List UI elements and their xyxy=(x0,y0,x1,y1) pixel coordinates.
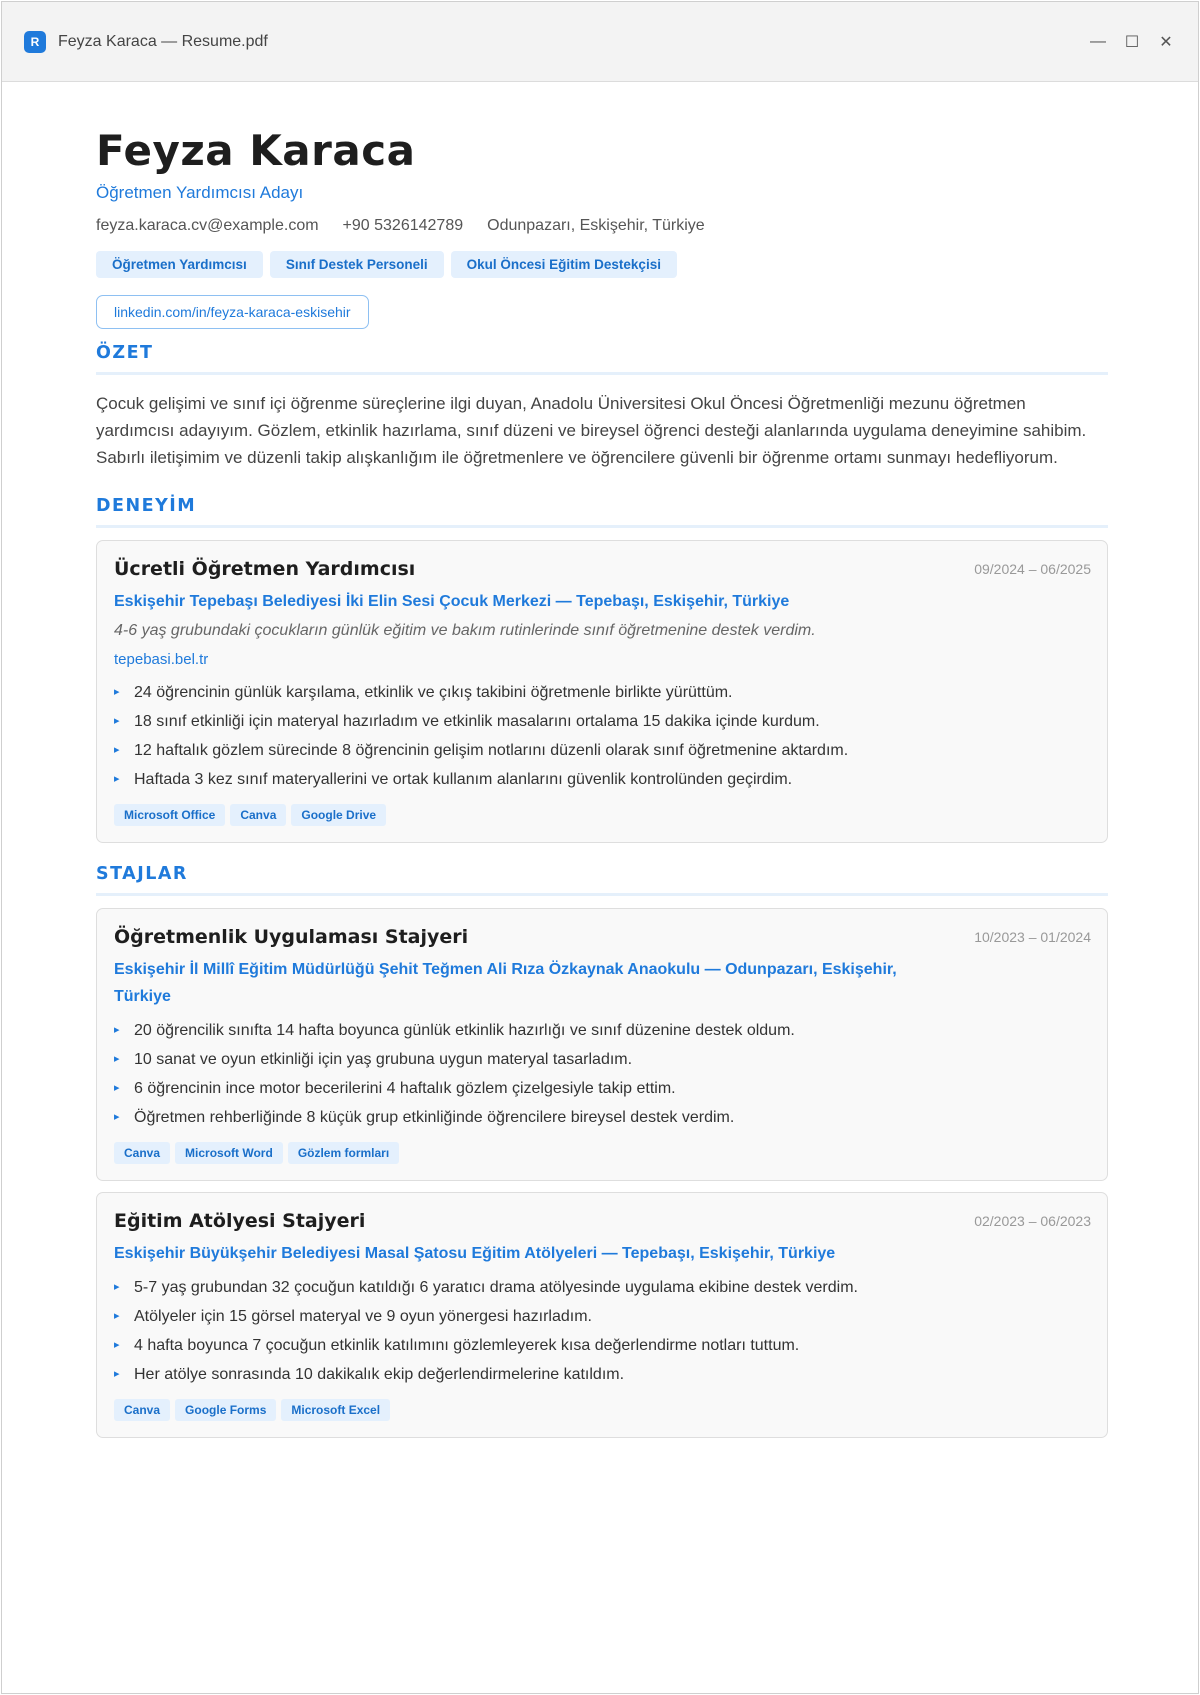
bullet-item: ▸ Atölyeler için 15 görsel materyal ve 9 oyun yönergesi hazırladım. xyxy=(114,1302,1090,1331)
skill-tag: Microsoft Word xyxy=(175,1142,283,1164)
skill-tag: Canva xyxy=(114,1142,170,1164)
job-bullets xyxy=(114,678,1090,794)
document-window xyxy=(1,1,1199,1694)
internship-title: Öğretmenlik Uygulaması Stajyeri xyxy=(114,926,469,948)
bullet-item: ▸ Her atölye sonrasında 10 dakikalık ekip değerlendirmelerine katıldım. xyxy=(114,1360,1090,1389)
internship-organization: Eskişehir İl Millî Eğitim Müdürlüğü Şehit Teğmen Ali Rıza Özkaynak Anaokulu — Odunpazarı, Eskişehir, Türkiye xyxy=(114,961,897,1005)
skill-tag: Gözlem formları xyxy=(288,1142,399,1164)
maximize-icon[interactable]: ☐ xyxy=(1124,33,1140,51)
summary-heading: ÖZET xyxy=(96,343,1108,375)
bullet-item: ▸ 6 öğrencinin ince motor becerilerini 4 haftalık gözlem çizelgesiyle takip ettim. xyxy=(114,1074,1090,1103)
skill-tags xyxy=(114,1399,1090,1421)
bullet-item: ▸ 12 haftalık gözlem sürecinde 8 öğrencinin gelişim notlarını düzenli olarak sınıf öğretmenine aktardım. xyxy=(114,736,1090,765)
app-icon: R xyxy=(24,31,46,53)
bullet-item: ▸ 4 hafta boyunca 7 çocuğun etkinlik katılımını gözlemleyerek kısa değerlendirme notları tuttum. xyxy=(114,1331,1090,1360)
internship-bullets xyxy=(114,1273,1090,1389)
bullet-item: ▸ 10 sanat ve oyun etkinliği için yaş grubuna uygun materyal tasarladım. xyxy=(114,1045,1090,1074)
contact-email: feyza.karaca.cv@example.com xyxy=(96,217,319,234)
role-tags xyxy=(96,251,1108,278)
summary-text: Çocuk gelişimi ve sınıf içi öğrenme süreçlerine ilgi duyan, Anadolu Üniversitesi Okul Öncesi Öğretmenliği mezunu öğretmen yardımcısı adayıyım. Gözlem, etkinlik hazırlama, sınıf düzeni ve bireysel öğrenci desteği alanlarında uygulama deneyimine sahibim. Sabırlı iletişimim ve düzenli takip alışkanlığım ile öğretmenlere ve öğrencilere güvenli bir öğrenme ortamı sunmayı hedefliyorum. xyxy=(96,394,1087,467)
skill-tag: Google Drive xyxy=(291,804,386,826)
contact-phone: +90 5326142789 xyxy=(342,217,464,234)
job-title: Ücretli Öğretmen Yardımcısı xyxy=(114,558,416,580)
experience-heading: DENEYİM xyxy=(96,496,1108,528)
skill-tag: Google Forms xyxy=(175,1399,276,1421)
role-tag: Öğretmen Yardımcısı xyxy=(96,251,263,278)
job-date: 09/2024 – 06/2025 xyxy=(974,561,1091,577)
job-link[interactable]: tepebasi.bel.tr xyxy=(114,651,209,668)
internship-bullets xyxy=(114,1016,1090,1132)
bullet-item: ▸ 24 öğrencinin günlük karşılama, etkinlik ve çıkış takibini öğretmenle birlikte yürüttüm. xyxy=(114,678,1090,707)
skill-tag: Canva xyxy=(230,804,286,826)
close-icon[interactable]: ✕ xyxy=(1159,33,1173,51)
skill-tags xyxy=(114,1142,1090,1164)
window-controls xyxy=(1088,32,1176,52)
skill-tag: Microsoft Office xyxy=(114,804,225,826)
bullet-item: ▸ 18 sınıf etkinliği için materyal hazırladım ve etkinlik masalarını ortalama 15 dakika içinde kurdum. xyxy=(114,707,1090,736)
job-organization: Eskişehir Tepebaşı Belediyesi İki Elin Sesi Çocuk Merkezi — Tepebaşı, Eskişehir, Türkiye xyxy=(114,593,790,610)
window-title: Feyza Karaca — Resume.pdf xyxy=(58,32,268,50)
job-description: 4-6 yaş grubundaki çocukların günlük eğitim ve bakım rutinlerinde sınıf öğretmenine destek verdim. xyxy=(114,622,816,639)
contact-location: Odunpazarı, Eskişehir, Türkiye xyxy=(487,217,705,234)
skill-tag: Canva xyxy=(114,1399,170,1421)
candidate-subtitle: Öğretmen Yardımcısı Adayı xyxy=(96,183,304,202)
skill-tags xyxy=(114,804,1090,826)
linkedin-link[interactable]: linkedin.com/in/feyza-karaca-eskisehir xyxy=(96,295,369,329)
internship-organization: Eskişehir Büyükşehir Belediyesi Masal Şatosu Eğitim Atölyeleri — Tepebaşı, Eskişehir, Türkiye xyxy=(114,1245,836,1262)
internship-title: Eğitim Atölyesi Stajyeri xyxy=(114,1210,366,1232)
experience-card xyxy=(96,540,1108,843)
candidate-name: Feyza Karaca xyxy=(96,126,416,175)
bullet-item: ▸ Haftada 3 kez sınıf materyallerini ve ortak kullanım alanlarını güvenlik kontrolünden geçirdim. xyxy=(114,765,1090,794)
bullet-item: ▸ Öğretmen rehberliğinde 8 küçük grup etkinliğinde öğrencilere bireysel destek verdim. xyxy=(114,1103,1090,1132)
skill-tag: Microsoft Excel xyxy=(281,1399,390,1421)
internship-date: 10/2023 – 01/2024 xyxy=(974,929,1091,945)
contact-line xyxy=(96,217,1108,235)
role-tag: Okul Öncesi Eğitim Destekçisi xyxy=(451,251,677,278)
resume-content xyxy=(96,82,1108,1438)
internship-card xyxy=(96,1192,1108,1438)
title-bar xyxy=(2,2,1198,82)
internships-heading: STAJLAR xyxy=(96,864,1108,896)
role-tag: Sınıf Destek Personeli xyxy=(270,251,444,278)
internship-date: 02/2023 – 06/2023 xyxy=(974,1213,1091,1229)
bullet-item: ▸ 5-7 yaş grubundan 32 çocuğun katıldığı 6 yaratıcı drama atölyesinde uygulama ekibine destek verdim. xyxy=(114,1273,1090,1302)
internship-card xyxy=(96,908,1108,1181)
minimize-icon[interactable]: — xyxy=(1090,32,1106,50)
bullet-item: ▸ 20 öğrencilik sınıfta 14 hafta boyunca günlük etkinlik hazırlığı ve sınıf düzenine destek oldum. xyxy=(114,1016,1090,1045)
